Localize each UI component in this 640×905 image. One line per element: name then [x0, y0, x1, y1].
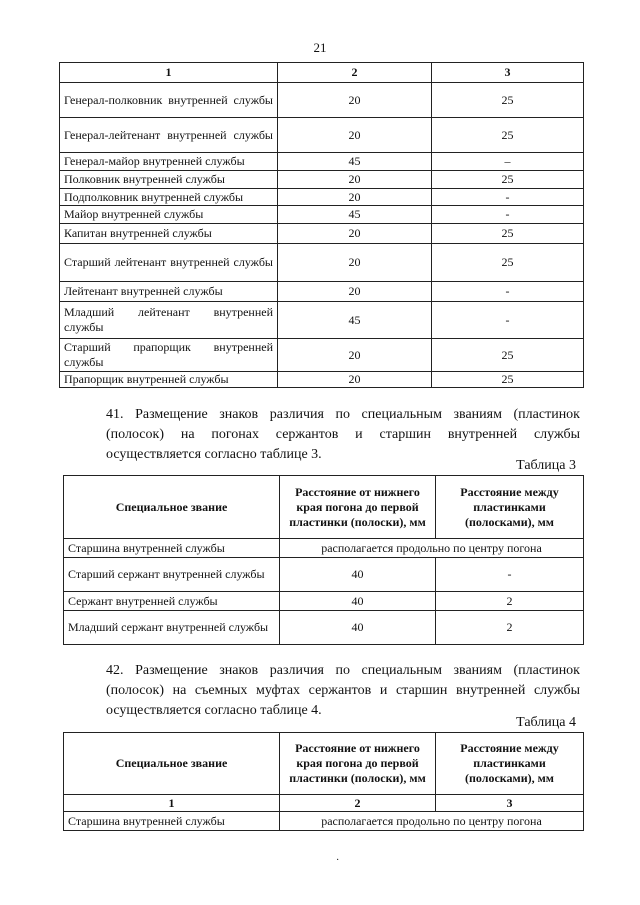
rank-cell: Старшина внутренней службы: [64, 812, 280, 831]
table-row: [60, 153, 584, 171]
scan-speck: ·: [336, 855, 340, 866]
distance-cell: 20: [278, 224, 432, 244]
header-rank: Специальное звание: [64, 476, 280, 539]
distance-cell: 20: [278, 372, 432, 388]
table-header-row: [60, 63, 584, 83]
table-row: [64, 592, 584, 611]
rank-cell: Старший сержант внутренней службы: [64, 558, 280, 592]
rank-cell: Младший лейтенант внутренней службы: [60, 302, 278, 339]
col-number: 2: [278, 63, 432, 83]
gap-cell: -: [432, 282, 584, 302]
rank-cell: Подполковник внутренней службы: [60, 189, 278, 206]
distance-cell: 20: [278, 244, 432, 282]
gap-cell: 2: [436, 611, 584, 645]
distance-cell: 20: [278, 83, 432, 118]
gap-cell: 25: [432, 171, 584, 189]
table-row: [60, 339, 584, 372]
merged-cell: располагается продольно по центру погона: [280, 812, 584, 831]
distance-cell: 20: [278, 282, 432, 302]
distance-cell: 20: [278, 189, 432, 206]
table-row: [60, 372, 584, 388]
table-4-caption: Таблица 4: [516, 715, 576, 730]
gap-cell: 25: [432, 339, 584, 372]
paragraph-42: [64, 661, 580, 721]
table-number-row: [64, 795, 584, 812]
gap-cell: 25: [432, 83, 584, 118]
table-row: [60, 171, 584, 189]
table-row: [60, 224, 584, 244]
table-row: [64, 558, 584, 592]
gap-cell: 25: [432, 244, 584, 282]
col-number: 2: [280, 795, 436, 812]
distance-cell: 45: [278, 302, 432, 339]
gap-cell: -: [432, 206, 584, 224]
rank-cell: Лейтенант внутренней службы: [60, 282, 278, 302]
table-row: [60, 282, 584, 302]
paragraph-text: 41. Размещение знаков различия по специальным званиям (пластинок (полосок) на погонах сержантов и старшин внутренней службы осуществляется согласно таблице 3.: [106, 407, 580, 462]
rank-cell: Генерал-майор внутренней службы: [60, 153, 278, 171]
table-header-row: [64, 476, 584, 539]
table-row: [60, 118, 584, 153]
gap-cell: 2: [436, 592, 584, 611]
distance-cell: 20: [278, 171, 432, 189]
distance-cell: 40: [280, 558, 436, 592]
col-number: 1: [64, 795, 280, 812]
table-row: [60, 189, 584, 206]
gap-cell: -: [432, 302, 584, 339]
table-3-caption: Таблица 3: [516, 458, 576, 473]
distance-cell: 20: [278, 339, 432, 372]
gap-cell: -: [432, 189, 584, 206]
gap-cell: 25: [432, 224, 584, 244]
gap-cell: 25: [432, 372, 584, 388]
distance-cell: 20: [278, 118, 432, 153]
rank-cell: Полковник внутренней службы: [60, 171, 278, 189]
rank-cell: Майор внутренней службы: [60, 206, 278, 224]
distance-cell: 45: [278, 206, 432, 224]
rank-cell: Генерал-полковник внутренней службы: [60, 83, 278, 118]
rank-cell: Капитан внутренней службы: [60, 224, 278, 244]
table-3: [63, 475, 584, 645]
header-distance: Расстояние от нижнего края погона до первой пластинки (полоски), мм: [280, 476, 436, 539]
ranks-table: [59, 62, 584, 388]
col-number: 3: [432, 63, 584, 83]
table-row: [64, 611, 584, 645]
distance-cell: 40: [280, 592, 436, 611]
table-4: [63, 732, 584, 831]
col-number: 1: [60, 63, 278, 83]
paragraph-text: 42. Размещение знаков различия по специальным званиям (пластинок (полосок) на съемных муфтах сержантов и старшин внутренней службы осуществляется согласно таблице 4.: [106, 663, 580, 718]
rank-cell: Сержант внутренней службы: [64, 592, 280, 611]
table-row: [60, 206, 584, 224]
rank-cell: Прапорщик внутренней службы: [60, 372, 278, 388]
header-distance: Расстояние от нижнего края погона до первой пластинки (полоски), мм: [280, 733, 436, 795]
gap-cell: –: [432, 153, 584, 171]
table-row: [64, 539, 584, 558]
header-gap: Расстояние между пластинками (полосками), мм: [436, 476, 584, 539]
table-row: [60, 244, 584, 282]
rank-cell: Старшина внутренней службы: [64, 539, 280, 558]
distance-cell: 40: [280, 611, 436, 645]
rank-cell: Старший прапорщик внутренней службы: [60, 339, 278, 372]
page-number: 21: [313, 40, 327, 55]
gap-cell: 25: [432, 118, 584, 153]
rank-cell: Старший лейтенант внутренней службы: [60, 244, 278, 282]
rank-cell: Генерал-лейтенант внутренней службы: [60, 118, 278, 153]
paragraph-41: [64, 405, 580, 465]
header-gap: Расстояние между пластинками (полосками), мм: [436, 733, 584, 795]
distance-cell: 45: [278, 153, 432, 171]
table-row: [64, 812, 584, 831]
table-row: [60, 83, 584, 118]
rank-cell: Младший сержант внутренней службы: [64, 611, 280, 645]
col-number: 3: [436, 795, 584, 812]
table-header-row: [64, 733, 584, 795]
header-rank: Специальное звание: [64, 733, 280, 795]
merged-cell: располагается продольно по центру погона: [280, 539, 584, 558]
table-row: [60, 302, 584, 339]
gap-cell: -: [436, 558, 584, 592]
